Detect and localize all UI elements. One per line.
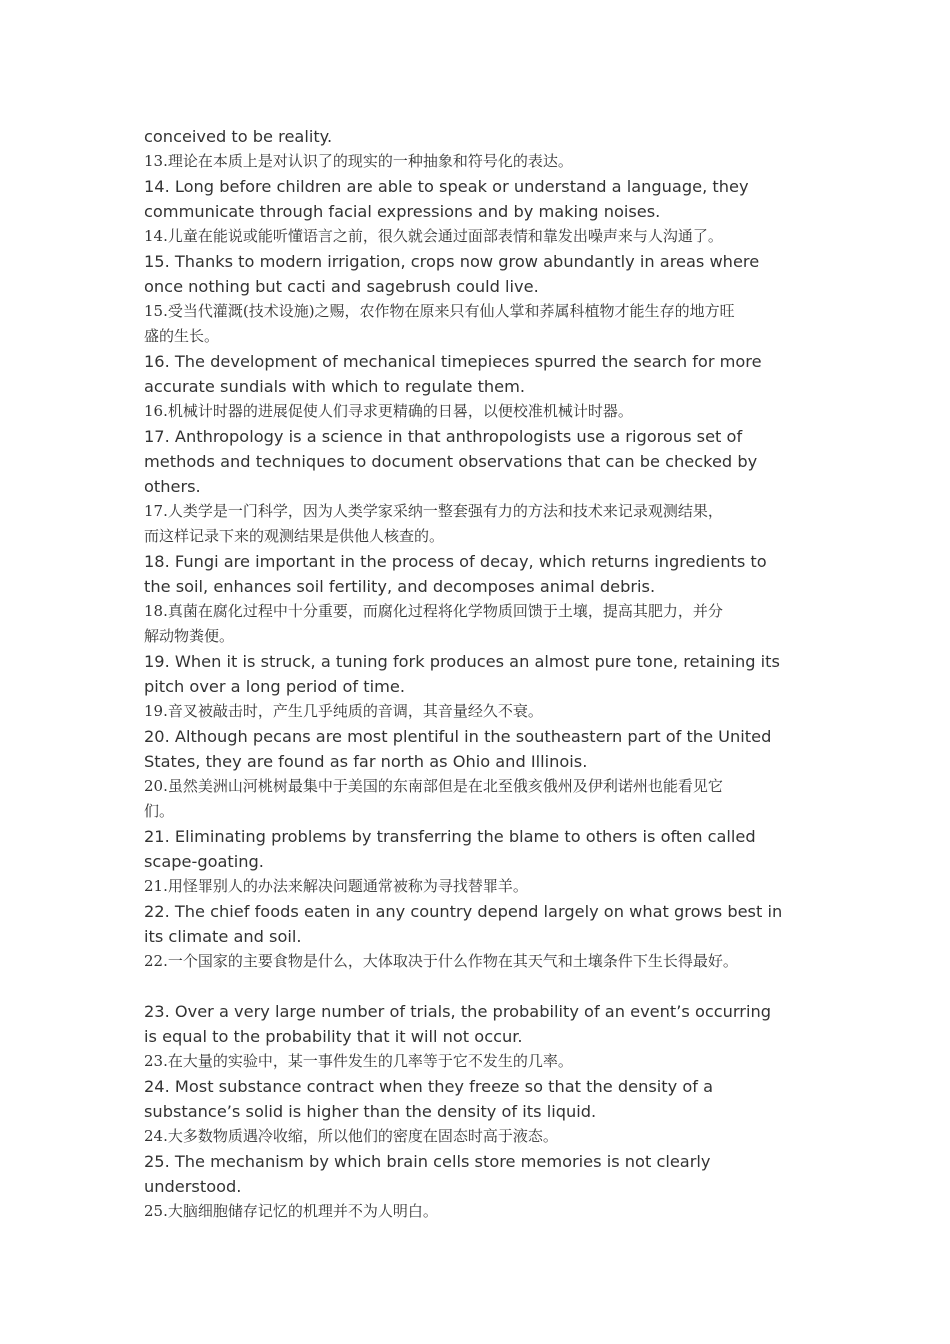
english-sentence-line: accurate sundials with which to regulate them. xyxy=(144,377,526,396)
document-body xyxy=(144,124,814,1224)
english-sentence-line: States, they are found as far north as Ohio and Illinois. xyxy=(144,752,588,771)
english-sentence-line: 18. Fungi are important in the process of decay, which returns ingredients to xyxy=(144,552,767,571)
chinese-translation-line: 盛的生长。 xyxy=(144,327,220,345)
chinese-translation-line: 解动物粪便。 xyxy=(144,627,235,645)
chinese-translation-line: 们。 xyxy=(144,802,175,820)
english-sentence-line: the soil, enhances soil fertility, and decomposes animal debris. xyxy=(144,577,656,596)
english-sentence-line: 20. Although pecans are most plentiful in the southeastern part of the United xyxy=(144,727,772,746)
english-sentence-line: conceived to be reality. xyxy=(144,127,333,146)
chinese-translation-line: 23.在大量的实验中，某一事件发生的几率等于它不发生的几率。 xyxy=(144,1052,573,1070)
english-sentence-line: 14. Long before children are able to speak or understand a language, they xyxy=(144,177,749,196)
chinese-translation-line: 19.音叉被敲击时，产生几乎纯质的音调，其音量经久不衰。 xyxy=(144,702,543,720)
english-sentence-line: 23. Over a very large number of trials, the probability of an event’s occurring xyxy=(144,1002,771,1021)
chinese-translation-line: 16.机械计时器的进展促使人们寻求更精确的日晷，以便校准机械计时器。 xyxy=(144,402,633,420)
chinese-translation-line: 15.受当代灌溉(技术设施)之赐，农作物在原来只有仙人掌和荞属科植物才能生存的地方旺 xyxy=(144,302,735,320)
chinese-translation-line: 17.人类学是一门科学，因为人类学家采纳一整套强有力的方法和技术来记录观测结果， xyxy=(144,502,723,520)
chinese-translation-line: 21.用怪罪别人的办法来解决问题通常被称为寻找替罪羊。 xyxy=(144,877,528,895)
english-sentence-line: 15. Thanks to modern irrigation, crops now grow abundantly in areas where xyxy=(144,252,760,271)
blank-line xyxy=(144,974,814,999)
english-sentence-line: is equal to the probability that it will not occur. xyxy=(144,1027,523,1046)
english-sentence-line: 24. Most substance contract when they freeze so that the density of a xyxy=(144,1077,714,1096)
english-sentence-line: communicate through facial expressions and by making noises. xyxy=(144,202,661,221)
english-sentence-line: understood. xyxy=(144,1177,242,1196)
english-sentence-line: its climate and soil. xyxy=(144,927,302,946)
english-sentence-line: substance’s solid is higher than the density of its liquid. xyxy=(144,1102,597,1121)
english-sentence-line: 25. The mechanism by which brain cells store memories is not clearly xyxy=(144,1152,711,1171)
english-sentence-line: others. xyxy=(144,477,201,496)
english-sentence-line: methods and techniques to document observations that can be checked by xyxy=(144,452,758,471)
chinese-translation-line: 13.理论在本质上是对认识了的现实的一种抽象和符号化的表达。 xyxy=(144,152,573,170)
chinese-translation-line: 18.真菌在腐化过程中十分重要，而腐化过程将化学物质回馈于土壤，提高其肥力，并分 xyxy=(144,602,723,620)
chinese-translation-line: 25.大脑细胞储存记忆的机理并不为人明白。 xyxy=(144,1202,438,1220)
english-sentence-line: 16. The development of mechanical timepieces spurred the search for more xyxy=(144,352,762,371)
chinese-translation-line: 24.大多数物质遇冷收缩，所以他们的密度在固态时高于液态。 xyxy=(144,1127,558,1145)
chinese-translation-line: 14.儿童在能说或能听懂语言之前，很久就会通过面部表情和靠发出噪声来与人沟通了。 xyxy=(144,227,723,245)
english-sentence-line: 17. Anthropology is a science in that anthropologists use a rigorous set of xyxy=(144,427,743,446)
english-sentence-line: once nothing but cacti and sagebrush could live. xyxy=(144,277,539,296)
english-sentence-line: scape-goating. xyxy=(144,852,264,871)
english-sentence-line: 19. When it is struck, a tuning fork produces an almost pure tone, retaining its xyxy=(144,652,780,671)
english-sentence-line: 22. The chief foods eaten in any country depend largely on what grows best in xyxy=(144,902,783,921)
chinese-translation-line: 22.一个国家的主要食物是什么，大体取决于什么作物在其天气和土壤条件下生长得最好。 xyxy=(144,952,738,970)
chinese-translation-line: 20.虽然美洲山河桃树最集中于美国的东南部但是在北至俄亥俄州及伊利诺州也能看见它 xyxy=(144,777,723,795)
english-sentence-line: 21. Eliminating problems by transferring the blame to others is often called xyxy=(144,827,756,846)
english-sentence-line: pitch over a long period of time. xyxy=(144,677,405,696)
chinese-translation-line: 而这样记录下来的观测结果是供他人核查的。 xyxy=(144,527,445,545)
